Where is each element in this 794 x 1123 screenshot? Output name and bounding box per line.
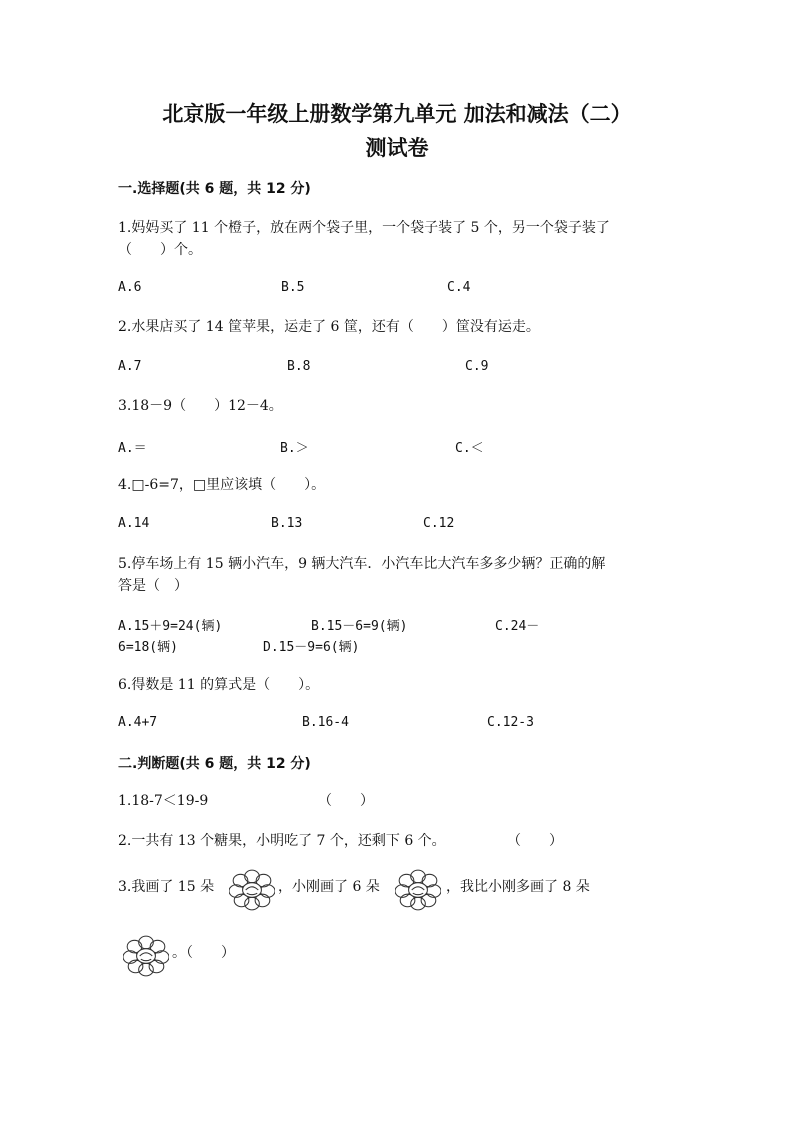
option-c[interactable]: C.12-3: [487, 715, 534, 730]
judge-question-3-part3: ，我比小刚多画了 8 朵: [446, 879, 590, 895]
option-b[interactable]: B.5: [281, 280, 305, 295]
option-c-cont: 6=18(辆): [118, 640, 178, 655]
judge-question-1: [118, 790, 678, 812]
option-b[interactable]: B.＞: [280, 441, 309, 456]
answer-bracket[interactable]: （ ）: [507, 833, 563, 849]
option-a[interactable]: A.＝: [118, 441, 147, 456]
option-c[interactable]: C.9: [465, 359, 489, 374]
flower-icon: [229, 869, 275, 911]
judge-question-3-part2: ，小刚画了 6 朵: [278, 879, 380, 895]
page-title: 北京版一年级上册数学第九单元 加法和减法（二）: [162, 102, 632, 126]
question-text: 1.妈妈买了 11 个橙子，放在两个袋子里，一个袋子装了 5 个，另一个袋子装了: [118, 220, 610, 236]
question-3: [118, 395, 678, 417]
option-a[interactable]: A.6: [118, 280, 142, 295]
option-c[interactable]: C.24－: [495, 619, 540, 634]
option-b[interactable]: B.13: [271, 516, 303, 531]
option-a[interactable]: A.7: [118, 359, 142, 374]
option-c[interactable]: C.12: [423, 516, 455, 531]
flower-icon: [395, 869, 441, 911]
option-c[interactable]: C.＜: [455, 441, 484, 456]
option-a[interactable]: A.14: [118, 516, 150, 531]
option-b[interactable]: B.8: [287, 359, 311, 374]
question-text: 1.18-7＜19-9: [118, 793, 209, 809]
question-text: 2.一共有 13 个糖果，小明吃了 7 个，还剩下 6 个。: [118, 833, 446, 849]
question-4: [118, 474, 678, 496]
option-d[interactable]: D.15－9=6(辆): [263, 640, 360, 655]
option-a[interactable]: A.15＋9=24(辆): [118, 619, 223, 634]
option-c[interactable]: C.4: [447, 280, 471, 295]
judge-question-3-part1: 3.我画了 15 朵: [118, 879, 215, 895]
question-6: [118, 674, 678, 696]
question-2: [118, 316, 678, 338]
page-subtitle: 测试卷: [365, 136, 429, 160]
option-b[interactable]: B.16-4: [302, 715, 349, 730]
question-text-cont: （ ）个。: [118, 242, 202, 258]
question-text: 2.水果店买了 14 筐苹果，运走了 6 筐，还有（ ）筐没有运走。: [118, 319, 540, 335]
flower-icon: [123, 935, 169, 977]
option-a[interactable]: A.4+7: [118, 715, 158, 730]
question-text: 6.得数是 11 的算式是（ ）。: [118, 677, 320, 693]
answer-bracket[interactable]: （ ）: [318, 793, 374, 809]
question-1: [118, 217, 678, 261]
section-heading-choice: 一.选择题(共 6 题，共 12 分): [118, 181, 311, 197]
judge-question-2: [118, 830, 678, 852]
question-text: 3.18－9（ ）12－4。: [118, 398, 283, 414]
option-b[interactable]: B.15－6=9(辆): [311, 619, 408, 634]
question-text: 5.停车场上有 15 辆小汽车，9 辆大汽车．小汽车比大汽车多多少辆？正确的解: [118, 556, 606, 572]
judge-question-3-part4[interactable]: 。（ ）: [172, 945, 235, 961]
section-heading-judge: 二.判断题(共 6 题，共 12 分): [118, 756, 311, 772]
question-text-cont: 答是（ ）: [118, 578, 188, 594]
question-5: [118, 553, 678, 597]
question-text: 4.□-6=7，□里应该填（ ）。: [118, 477, 326, 493]
